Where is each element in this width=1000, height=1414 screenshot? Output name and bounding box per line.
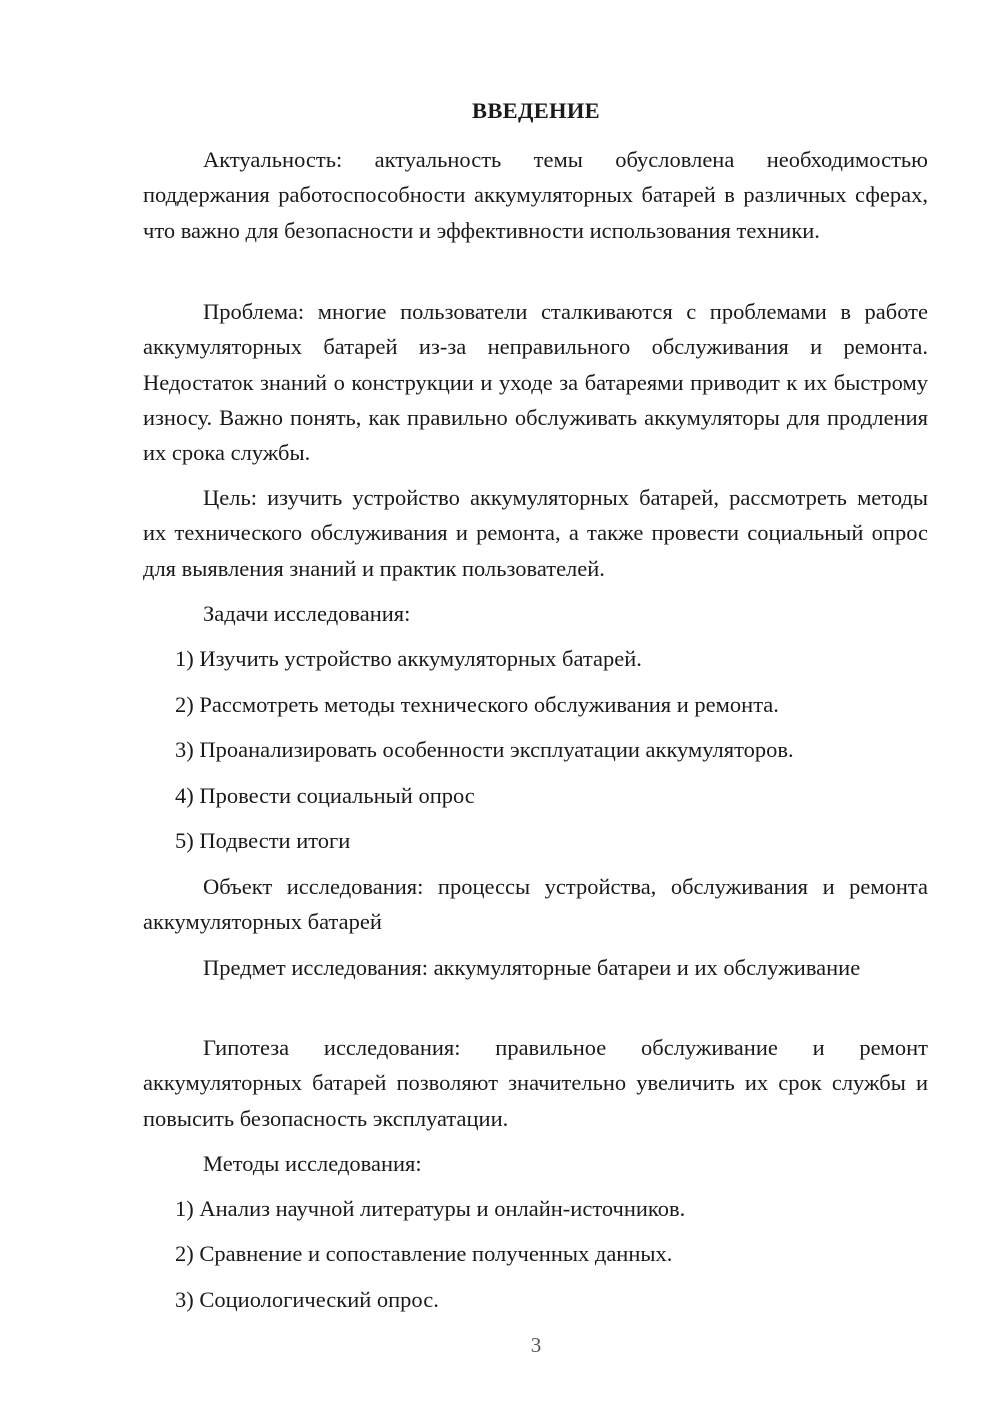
methods-heading: Методы исследования: [203, 1151, 422, 1176]
tasks-heading: Задачи исследования: [203, 601, 411, 626]
task-item: 1) Изучить устройство аккумуляторных батарей. [175, 646, 642, 671]
hypothesis-paragraph: Гипотеза исследования: правильное обслуживание и ремонт аккумуляторных батарей позволяют значительно увеличить их срок службы и повысить безопасность эксплуатации. [143, 1035, 928, 1131]
subject-paragraph: Предмет исследования: аккумуляторные батареи и их обслуживание [203, 955, 861, 980]
task-item: 5) Подвести итоги [175, 828, 351, 853]
task-item: 4) Провести социальный опрос [175, 783, 475, 808]
page-number: 3 [530, 1333, 542, 1357]
method-item: 1) Анализ научной литературы и онлайн-источников. [175, 1196, 686, 1221]
relevance-paragraph: Актуальность: актуальность темы обусловлена необходимостью поддержания работоспособности аккумуляторных батарей в различных сферах, что важно для безопасности и эффективности использования техники. [143, 147, 928, 243]
method-item: 2) Сравнение и сопоставление полученных данных. [175, 1241, 673, 1266]
task-item: 3) Проанализировать особенности эксплуатации аккумуляторов. [175, 737, 794, 762]
problem-paragraph: Проблема: многие пользователи сталкиваются с проблемами в работе аккумуляторных батарей из-за неправильного обслуживания и ремонта. Недостаток знаний о конструкции и уходе за батареями приводит к их быстрому износу. Важно понять, как правильно обслуживать аккумуляторы для продления их срока службы. [143, 299, 928, 466]
method-item: 3) Социологический опрос. [175, 1287, 439, 1312]
object-paragraph: Объект исследования: процессы устройства, обслуживания и ремонта аккумуляторных батарей [143, 874, 928, 935]
page-title: ВВЕДЕНИЕ [472, 98, 600, 123]
task-item: 2) Рассмотреть методы технического обслуживания и ремонта. [175, 692, 779, 717]
goal-paragraph: Цель: изучить устройство аккумуляторных батарей, рассмотреть методы их технического обслуживания и ремонта, а также провести социальный опрос для выявления знаний и практик пользователей. [143, 485, 928, 581]
